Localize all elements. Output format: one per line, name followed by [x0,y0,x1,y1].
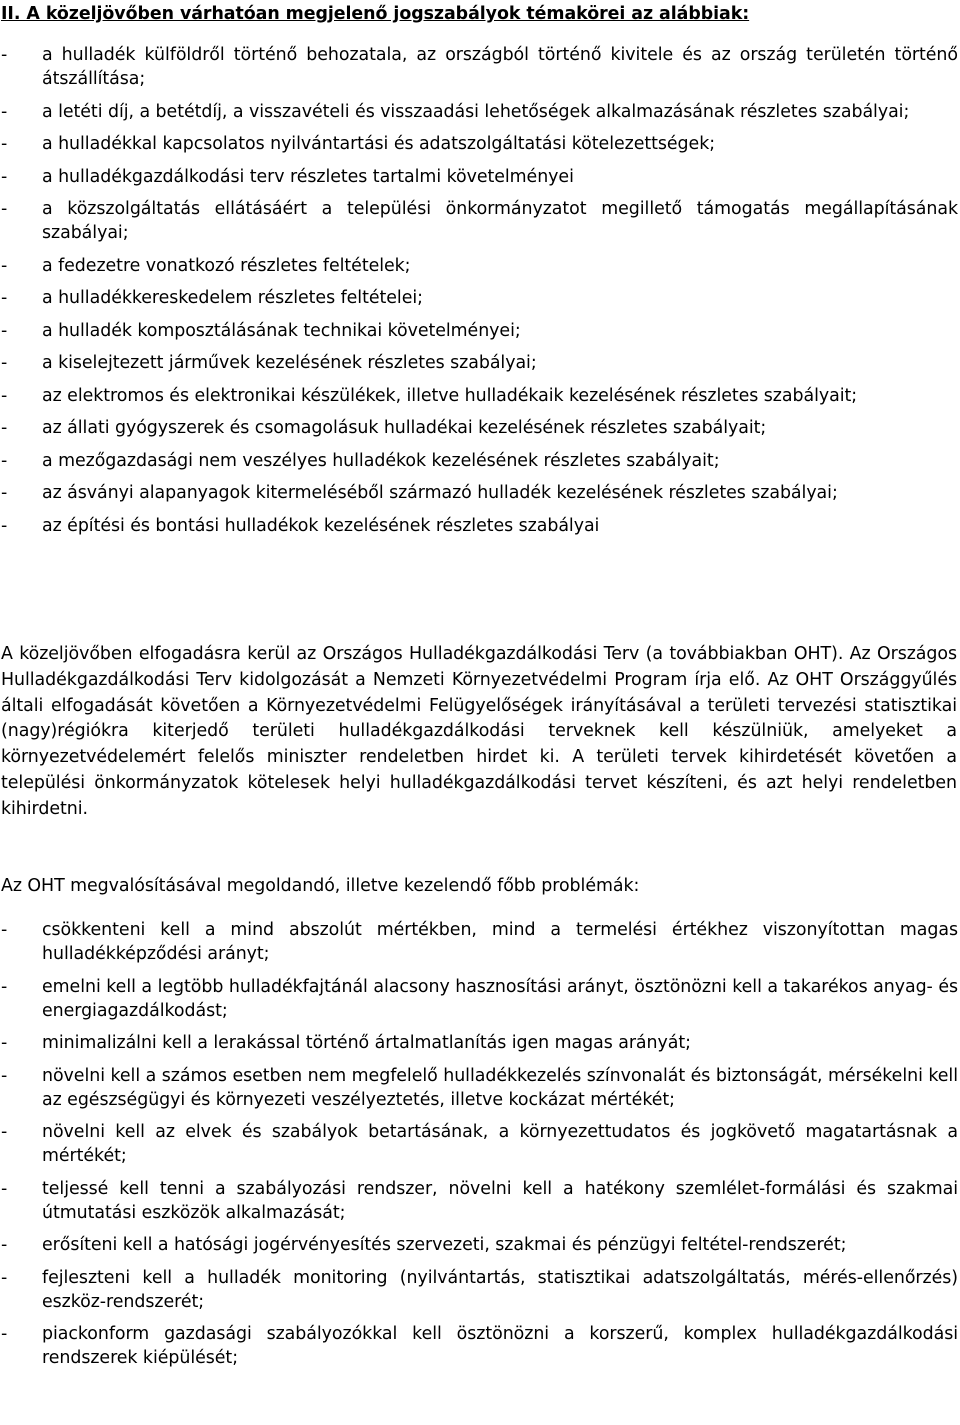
list-item-text: a kiselejtezett járművek kezelésének részletes szabályai; [42,353,537,373]
problems-intro-paragraph: Az OHT megvalósításával megoldandó, illetve kezelendő főbb problémák: [1,876,640,896]
problem-item [0,975,958,1023]
list-dash: - [1,320,8,341]
list-dash: - [1,1122,8,1142]
list-item-text: fejleszteni kell a hulladék monitoring (nyilvántartás, statisztikai adatszolgáltatás, mérés-ellenőrzés) eszköz-rendszerét; [42,1267,958,1312]
list-item-text: az állati gyógyszerek és csomagolásuk hulladékai kezelésének részletes szabályait; [42,418,767,438]
topic-item [0,43,958,91]
list-dash: - [1,1324,8,1344]
list-item-text: az építési és bontási hulladékok kezelésének részletes szabályai [42,515,600,536]
list-dash: - [1,418,8,438]
problem-item [0,1233,958,1257]
list-item-text: emelni kell a legtöbb hulladékfajtánál alacsony hasznosítási arányt, ösztönözni kell a takarékos anyag- és energiagazdálkodást; [42,976,958,1021]
list-dash: - [1,45,8,65]
topic-item [0,254,958,278]
list-item-text: a mezőgazdasági nem veszélyes hulladékok kezelésének részletes szabályait; [42,450,720,471]
list-item-text: az ásványi alapanyagok kitermeléséből származó hulladék kezelésének részletes szabályai; [42,483,838,503]
list-dash: - [1,288,8,308]
list-dash: - [1,515,8,536]
list-item-text: a letéti díj, a betétdíj, a visszavételi és visszaadási lehetőségek alkalmazásának részletes szabályai; [42,101,910,122]
list-dash: - [1,166,8,187]
topic-item [0,449,958,473]
list-dash: - [1,199,8,219]
topic-item [0,100,958,124]
list-item-text: minimalizálni kell a lerakással történő ártalmatlanítás igen magas arányát; [42,1033,691,1053]
list-dash: - [1,134,8,154]
list-dash: - [1,483,8,503]
list-dash: - [1,920,8,940]
problem-item [0,1064,958,1112]
list-dash: - [1,255,8,276]
problem-item [0,1266,958,1314]
topic-item [0,514,958,538]
problem-item [0,1120,958,1168]
topic-item [0,165,958,189]
list-item-text: a fedezetre vonatkozó részletes feltételek; [42,255,411,276]
oht-intro-paragraph: A közeljövőben elfogadásra kerül az Országos Hulladékgazdálkodási Terv (a továbbiakban OHT). Az Országos Hulladékgazdálkodási Terv kidolgozását a Nemzeti Környezetvédelmi Program írja elő. Az OHT Országgyűlés általi elfogadását követően a Környezetvédelmi Felügyelőségek irányításával a területi tervezési statisztikai (nagy)régiókra kiterjedő területi hulladékgazdálkodási terveknek kell készülniük, amelyeket a környezetvédelemért felelős miniszter rendeletben hirdet ki. A területi tervek kihirdetését követően a települési önkormányzatok kötelesek helyi hulladékgazdálkodási tervet készíteni, és azt helyi rendeletben kihirdetni. [1,644,957,819]
topic-item [0,286,958,310]
list-item-text: piackonform gazdasági szabályozókkal kell ösztönözni a korszerű, komplex hulladékgazdálkodási rendszerek kiépülését; [42,1324,958,1368]
list-item-text: a közszolgáltatás ellátásáért a települési önkormányzatot megillető támogatás megállapításának szabályai; [42,199,958,243]
problem-item [0,1177,958,1225]
list-dash: - [1,1033,8,1053]
topic-item [0,197,958,245]
list-item-text: teljessé kell tenni a szabályozási rendszer, növelni kell a hatékony szemlélet-formálási és szakmai útmutatási eszközök alkalmazását; [42,1178,958,1223]
list-item-text: növelni kell az elvek és szabályok betartásának, a környezettudatos és jogkövető magatartásnak a mértékét; [42,1122,958,1166]
topic-item [0,416,958,440]
problem-item [0,918,958,966]
section-heading: II. A közeljövőben várhatóan megjelenő jogszabályok témakörei az alábbiak: [1,4,750,24]
list-item-text: az elektromos és elektronikai készülékek, illetve hulladékaik kezelésének részletes szabályait; [42,385,858,406]
list-dash: - [1,1065,8,1086]
list-item-text: a hulladékgazdálkodási terv részletes tartalmi követelményei [42,166,574,187]
problems-list [0,918,958,1379]
problem-item [0,1031,958,1055]
list-item-text: a hulladék komposztálásának technikai követelményei; [42,320,521,341]
topic-item [0,319,958,343]
list-dash: - [1,353,8,373]
list-dash: - [1,1178,8,1199]
topic-item [0,481,958,505]
list-item-text: a hulladék külföldről történő behozatala, az országból történő kivitele és az ország területén történő átszállítása; [42,45,958,89]
topic-item [0,132,958,156]
list-item-text: a hulladékkereskedelem részletes feltételei; [42,288,423,308]
list-dash: - [1,1267,8,1288]
legislation-topics-list [0,43,958,546]
list-dash: - [1,101,8,122]
list-item-text: csökkenteni kell a mind abszolút mértékben, mind a termelési értékhez viszonyítottan magas hulladékképződési arányt; [42,920,958,964]
list-dash: - [1,450,8,471]
list-dash: - [1,1235,8,1255]
topic-item [0,384,958,408]
list-dash: - [1,385,8,406]
list-item-text: a hulladékkal kapcsolatos nyilvántartási és adatszolgáltatási kötelezettségek; [42,134,716,154]
list-item-text: növelni kell a számos esetben nem megfelelő hulladékkezelés színvonalát és biztonságát, mérsékelni kell az egészségügyi és környezeti veszélyeztetés, illetve kockázat mértékét; [42,1065,958,1110]
topic-item [0,351,958,375]
list-dash: - [1,976,8,997]
problem-item [0,1322,958,1370]
list-item-text: erősíteni kell a hatósági jogérvényesítés szervezeti, szakmai és pénzügyi feltétel-rendszerét; [42,1235,847,1255]
